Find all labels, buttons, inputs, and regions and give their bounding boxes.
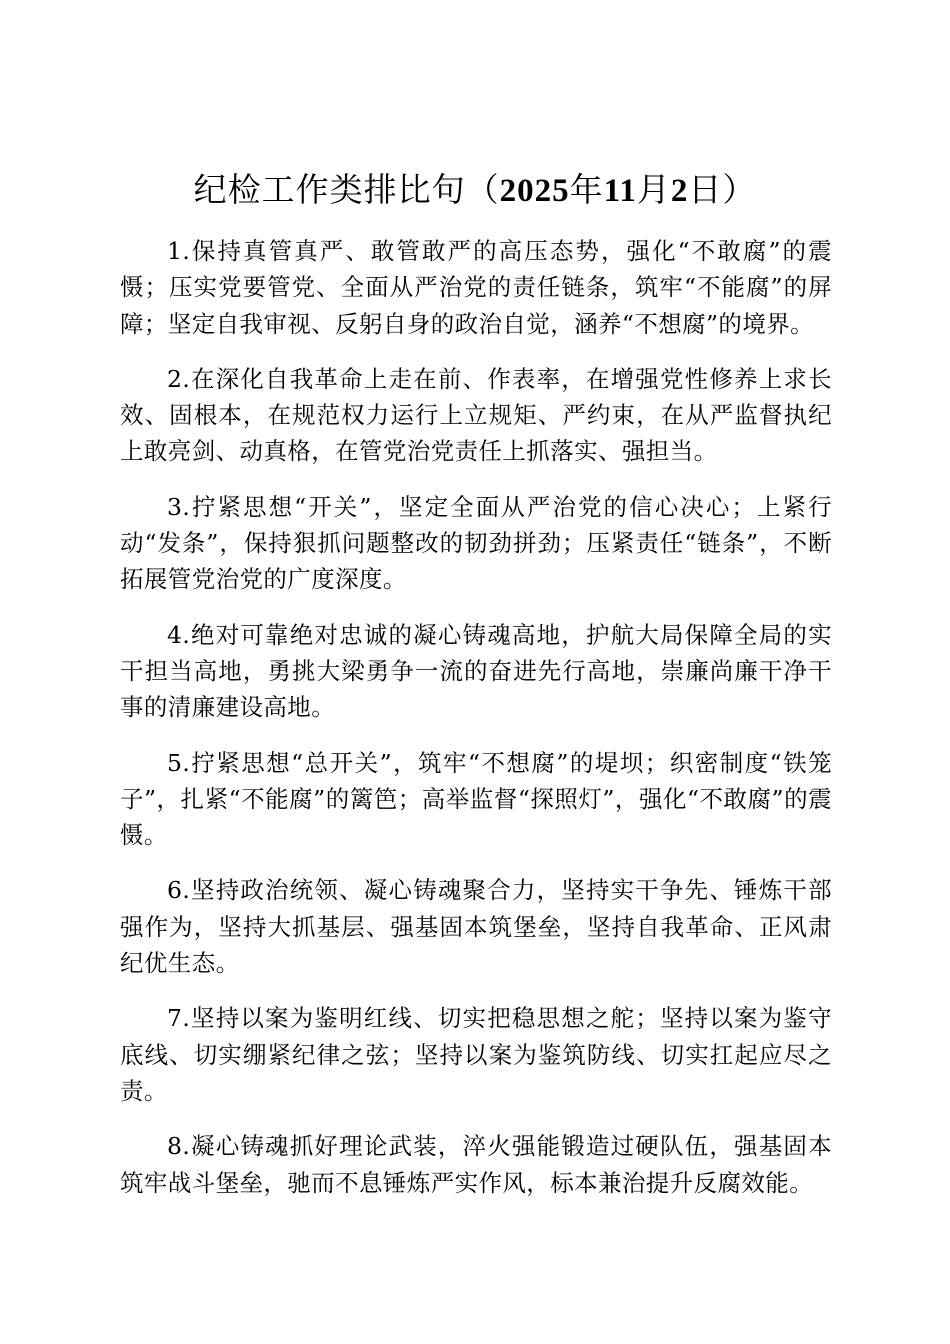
paragraph-8: 8.凝心铸魂抓好理论武装，淬火强能锻造过硬队伍，强基固本筑牢战斗堡垒，驰而不息锤炼严实作风，标本兼治提升反腐效能。: [120, 1132, 832, 1197]
title-day-char: 日）: [688, 170, 757, 209]
paragraph-4: 4.绝对可靠绝对忠诚的凝心铸魂高地，护航大局保障全局的实干担当高地，勇挑大梁勇争一流的奋进先行高地，崇廉尚廉干净干事的清廉建设高地。: [120, 620, 832, 722]
paragraph-5: 5.拧紧思想“总开关”，筑牢“不想腐”的堤坝；织密制度“铁笼子”，扎紧“不能腐”的篱笆；高举监督“探照灯”，强化“不敢腐”的震慑。: [120, 748, 832, 850]
paragraph-2: 2.在深化自我革命上走在前、作表率，在增强党性修养上求长效、固根本，在规范权力运行上立规矩、严约束，在从严监督执纪上敢亮剑、动真格，在管党治党责任上抓落实、强担当。: [120, 364, 832, 466]
title-month: 11: [603, 173, 637, 209]
paragraph-7: 7.坚持以案为鉴明红线、切实把稳思想之舵；坚持以案为鉴守底线、切实绷紧纪律之弦；坚持以案为鉴筑防线、切实扛起应尽之责。: [120, 1004, 832, 1105]
title-month-char: 月: [636, 170, 671, 209]
title-text: 纪检工作类排比句（: [193, 170, 500, 209]
document-body: [120, 233, 832, 1220]
title-day: 2: [670, 173, 689, 209]
paragraph-3: 3.拧紧思想“开关”，坚定全面从严治党的信心决心；上紧行动“发条”，保持狠抓问题整改的韧劲拼劲；压紧责任“链条”，不断拓展管党治党的广度深度。: [120, 492, 832, 594]
title-year: 2025: [499, 173, 570, 209]
title-year-char: 年: [569, 170, 604, 209]
document-title: [0, 166, 950, 215]
paragraph-6: 6.坚持政治统领、凝心铸魂聚合力，坚持实干争先、锤炼干部强作为，坚持大抓基层、强基固本筑堡垒，坚持自我革命、正风肃纪优生态。: [120, 876, 832, 978]
paragraph-1: 1.保持真管真严、敢管敢严的高压态势，强化“不敢腐”的震慑；压实党要管党、全面从严治党的责任链条，筑牢“不能腐”的屏障；坚定自我审视、反躬自身的政治自觉，涵养“不想腐”的境界。: [120, 237, 832, 338]
